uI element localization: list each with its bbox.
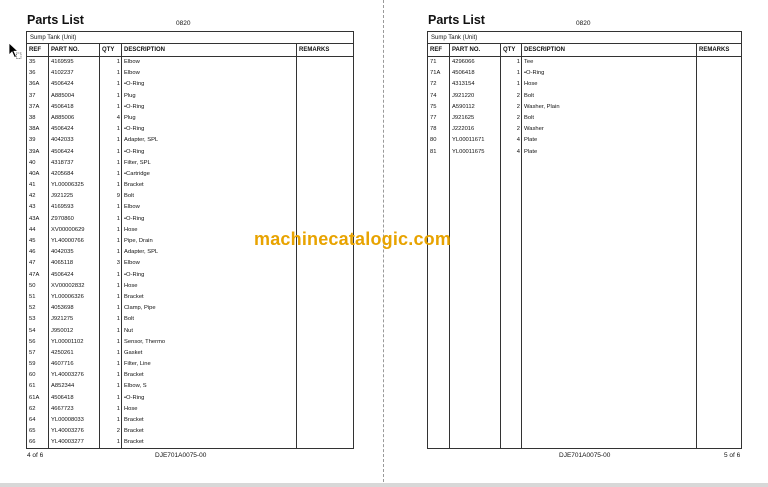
- table-row: [27, 258, 353, 269]
- ref-cell: 39: [29, 137, 36, 144]
- part-no-cell: J921225: [51, 193, 74, 200]
- remarks-cell: [297, 102, 353, 113]
- part-no-cell: YL40003277: [51, 439, 84, 446]
- table-row: [27, 57, 353, 68]
- part-no-cell: 4250261: [51, 349, 74, 356]
- part-no-cell: 4313154: [452, 81, 475, 88]
- description-cell: Filter, Line: [124, 361, 151, 368]
- qty-cell: 4: [516, 148, 520, 155]
- description-cell: Bracket: [124, 428, 144, 435]
- part-no-cell: YL40000766: [51, 238, 84, 244]
- remarks-cell: [297, 113, 353, 124]
- description-cell: Clamp, Pipe: [124, 305, 156, 312]
- part-no-cell: J222016: [452, 126, 475, 133]
- header-description: DESCRIPTION: [122, 44, 297, 56]
- table-row: [27, 135, 353, 146]
- qty-cell: 9: [116, 193, 120, 200]
- part-no-cell: 4042033: [51, 137, 74, 144]
- part-no-cell: 4506418: [51, 394, 74, 401]
- description-cell: Hose: [124, 405, 138, 412]
- table-row: [27, 79, 353, 90]
- description-cell: Tee: [524, 59, 534, 65]
- qty-cell: 2: [516, 114, 520, 121]
- section-name: Sump Tank (Unit): [27, 32, 353, 44]
- part-no-cell: 4506418: [51, 103, 74, 110]
- ref-cell: 66: [29, 439, 36, 446]
- ref-cell: 71: [430, 59, 437, 65]
- ref-cell: 57: [29, 349, 36, 356]
- qty-cell: 1: [116, 349, 120, 356]
- table-header: [428, 44, 741, 57]
- qty-cell: 1: [116, 126, 120, 133]
- remarks-cell: [297, 57, 353, 68]
- table-row: [27, 191, 353, 202]
- table-row: [27, 404, 353, 415]
- scroll-area-edge: [0, 483, 768, 487]
- part-no-cell: A885004: [51, 92, 75, 99]
- table-row: [27, 337, 353, 348]
- part-no-cell: YL40003276: [51, 372, 84, 379]
- description-cell: Adapter, SPL: [124, 137, 159, 144]
- header-description: DESCRIPTION: [522, 44, 697, 56]
- ref-cell: 54: [29, 327, 36, 334]
- qty-cell: 1: [116, 81, 120, 88]
- part-no-cell: XV00002832: [51, 282, 85, 289]
- description-cell: Bolt: [124, 193, 134, 200]
- document-code: DJE701A0075-00: [559, 452, 611, 459]
- part-no-cell: YL00011671: [452, 137, 485, 144]
- table-row: [27, 381, 353, 392]
- remarks-cell: [297, 169, 353, 180]
- page-code: 0820: [576, 20, 591, 27]
- ref-cell: 56: [29, 338, 36, 345]
- remarks-cell: [297, 359, 353, 370]
- ref-cell: 40A: [29, 170, 40, 177]
- description-cell: •O-Ring: [124, 148, 145, 155]
- qty-cell: 1: [116, 417, 120, 423]
- qty-cell: 1: [116, 249, 120, 256]
- remarks-cell: [297, 337, 353, 348]
- remarks-cell: [297, 202, 353, 213]
- part-no-cell: 4506424: [51, 148, 74, 155]
- part-no-cell: J921220: [452, 92, 475, 99]
- remarks-cell: [697, 135, 741, 146]
- part-no-cell: YL00006325: [51, 182, 84, 189]
- qty-cell: 1: [116, 327, 120, 334]
- description-cell: •O-Ring: [124, 394, 145, 401]
- qty-cell: 2: [516, 126, 520, 133]
- table-row: [27, 370, 353, 381]
- part-no-cell: 4296066: [452, 59, 475, 65]
- header-qty: QTY: [100, 44, 122, 56]
- description-cell: Gasket: [124, 349, 143, 356]
- remarks-cell: [297, 79, 353, 90]
- remarks-cell: [297, 348, 353, 359]
- ref-cell: 38: [29, 114, 36, 121]
- description-cell: Adapter, SPL: [124, 249, 159, 256]
- description-cell: •O-Ring: [124, 81, 145, 88]
- table-rows: [27, 57, 353, 449]
- description-cell: Nut: [124, 327, 134, 334]
- remarks-cell: [297, 314, 353, 325]
- ref-cell: 36A: [29, 81, 40, 88]
- description-cell: Bracket: [124, 293, 144, 300]
- remarks-cell: [297, 68, 353, 79]
- part-no-cell: Z970860: [51, 215, 74, 222]
- part-no-cell: YL00006326: [51, 293, 84, 300]
- header-qty: QTY: [501, 44, 522, 56]
- description-cell: Plate: [524, 148, 538, 155]
- table-row: [428, 79, 741, 90]
- table-row: [27, 202, 353, 213]
- part-no-cell: 4607716: [51, 361, 74, 368]
- ref-cell: 43A: [29, 215, 40, 222]
- description-cell: Bracket: [124, 439, 144, 446]
- remarks-cell: [697, 113, 741, 124]
- qty-cell: 1: [516, 59, 520, 65]
- remarks-cell: [697, 147, 741, 158]
- qty-cell: 1: [116, 226, 120, 233]
- ref-cell: 45: [29, 238, 36, 244]
- ref-cell: 77: [430, 114, 437, 121]
- remarks-cell: [297, 415, 353, 426]
- part-no-cell: 4506418: [452, 70, 475, 77]
- watermark: machinecatalogic.com: [254, 229, 452, 249]
- ref-cell: 47A: [29, 271, 40, 278]
- table-body: [428, 57, 741, 448]
- ref-cell: 36: [29, 70, 36, 77]
- qty-cell: 1: [116, 204, 120, 211]
- table-row: [27, 180, 353, 191]
- page-number: 5 of 6: [724, 452, 741, 459]
- table-row: [428, 68, 741, 79]
- ref-cell: 78: [430, 126, 437, 133]
- part-no-cell: 4506424: [51, 81, 74, 88]
- part-no-cell: 4667723: [51, 405, 74, 412]
- qty-cell: 1: [516, 81, 520, 88]
- ref-cell: 37A: [29, 103, 40, 110]
- part-no-cell: J950012: [51, 327, 74, 334]
- remarks-cell: [697, 102, 741, 113]
- remarks-cell: [297, 381, 353, 392]
- qty-cell: 1: [116, 238, 120, 244]
- table-row: [27, 124, 353, 135]
- table-row: [428, 124, 741, 135]
- ref-cell: 35: [29, 59, 36, 65]
- table-header: [27, 44, 353, 57]
- part-no-cell: 4102237: [51, 70, 74, 77]
- remarks-cell: [297, 370, 353, 381]
- qty-cell: 1: [116, 170, 120, 177]
- part-no-cell: J921275: [51, 316, 74, 323]
- ref-cell: 65: [29, 428, 36, 435]
- description-cell: Pipe, Drain: [124, 238, 153, 244]
- remarks-cell: [297, 426, 353, 437]
- remarks-cell: [697, 68, 741, 79]
- table-row: [27, 348, 353, 359]
- qty-cell: 3: [116, 260, 120, 267]
- qty-cell: 1: [116, 293, 120, 300]
- part-no-cell: A885006: [51, 114, 75, 121]
- part-no-cell: XV00000629: [51, 226, 85, 233]
- table-body: [27, 57, 353, 448]
- qty-cell: 1: [116, 405, 120, 412]
- ref-cell: 74: [430, 92, 437, 99]
- table-row: [27, 68, 353, 79]
- qty-cell: 1: [116, 70, 120, 77]
- page-number: 4 of 6: [27, 452, 44, 459]
- qty-cell: 1: [116, 361, 120, 368]
- table-row: [27, 303, 353, 314]
- part-no-cell: 4506424: [51, 126, 74, 133]
- ref-cell: 39A: [29, 148, 40, 155]
- part-no-cell: 4169595: [51, 59, 74, 65]
- remarks-cell: [297, 292, 353, 303]
- description-cell: Sensor, Thermo: [124, 338, 166, 345]
- description-cell: Bolt: [524, 92, 534, 99]
- description-cell: •Cartridge: [124, 170, 150, 177]
- description-cell: •O-Ring: [124, 271, 145, 278]
- description-cell: Bracket: [124, 417, 144, 423]
- description-cell: •O-Ring: [524, 70, 545, 77]
- table-row: [428, 135, 741, 146]
- parts-table: [427, 31, 742, 449]
- table-row: [428, 147, 741, 158]
- remarks-cell: [297, 437, 353, 448]
- qty-cell: 1: [116, 394, 120, 401]
- description-cell: Plate: [524, 137, 538, 144]
- qty-cell: 1: [116, 103, 120, 110]
- part-no-cell: 4506424: [51, 271, 74, 278]
- description-cell: Filter, SPL: [124, 159, 151, 166]
- table-row: [27, 158, 353, 169]
- qty-cell: 1: [116, 439, 120, 446]
- remarks-cell: [297, 147, 353, 158]
- description-cell: Elbow: [124, 59, 140, 65]
- qty-cell: 1: [116, 182, 120, 189]
- description-cell: Elbow: [124, 260, 140, 267]
- qty-cell: 1: [116, 316, 120, 323]
- description-cell: Bolt: [124, 316, 134, 323]
- ref-cell: 51: [29, 293, 36, 300]
- table-row: [27, 270, 353, 281]
- table-row: [27, 415, 353, 426]
- ref-cell: 40: [29, 159, 36, 166]
- part-no-cell: YL00001102: [51, 338, 84, 345]
- qty-cell: 1: [116, 148, 120, 155]
- ref-cell: 47: [29, 260, 36, 267]
- ref-cell: 52: [29, 305, 36, 312]
- table-row: [27, 169, 353, 180]
- header-ref: REF: [428, 44, 450, 56]
- description-cell: Plug: [124, 92, 136, 99]
- table-row: [27, 292, 353, 303]
- part-no-cell: 4169593: [51, 204, 74, 211]
- remarks-cell: [297, 158, 353, 169]
- header-part-no: PART NO.: [450, 44, 501, 56]
- ref-cell: 75: [430, 103, 437, 110]
- ref-cell: 44: [29, 226, 36, 233]
- table-row: [428, 113, 741, 124]
- table-row: [27, 281, 353, 292]
- table-row: [428, 102, 741, 113]
- part-no-cell: 4318737: [51, 159, 74, 166]
- remarks-cell: [297, 404, 353, 415]
- table-row: [428, 57, 741, 68]
- part-no-cell: A852344: [51, 383, 75, 390]
- remarks-cell: [697, 79, 741, 90]
- description-cell: Elbow: [124, 204, 140, 211]
- part-no-cell: 4205684: [51, 170, 74, 177]
- part-no-cell: YL00011675: [452, 148, 485, 155]
- ref-cell: 41: [29, 182, 36, 189]
- ref-cell: 81: [430, 148, 437, 155]
- description-cell: Hose: [524, 81, 538, 88]
- qty-cell: 1: [116, 372, 120, 379]
- description-cell: •O-Ring: [124, 126, 145, 133]
- qty-cell: 2: [116, 428, 120, 435]
- description-cell: Plug: [124, 114, 136, 121]
- qty-cell: 1: [116, 159, 120, 166]
- ref-cell: 37: [29, 92, 36, 99]
- description-cell: Hose: [124, 226, 138, 233]
- remarks-cell: [697, 57, 741, 68]
- part-no-cell: 4053698: [51, 305, 74, 312]
- remarks-cell: [297, 258, 353, 269]
- page-title: Parts List: [27, 13, 84, 27]
- ref-cell: 72: [430, 81, 437, 88]
- table-row: [27, 102, 353, 113]
- part-no-cell: A590112: [452, 103, 475, 110]
- section-name: Sump Tank (Unit): [428, 32, 741, 44]
- document-code: DJE701A0075-00: [155, 452, 207, 459]
- qty-cell: 4: [116, 114, 120, 121]
- part-no-cell: 4042035: [51, 249, 74, 256]
- remarks-cell: [297, 281, 353, 292]
- ref-cell: 71A: [430, 70, 441, 77]
- qty-cell: 1: [116, 282, 120, 289]
- description-cell: Bracket: [124, 182, 144, 189]
- header-remarks: REMARKS: [699, 47, 730, 53]
- description-cell: •O-Ring: [124, 103, 145, 110]
- ref-cell: 61A: [29, 394, 40, 401]
- page-code: 0820: [176, 20, 191, 27]
- ref-cell: 62: [29, 405, 36, 412]
- description-cell: Bracket: [124, 372, 144, 379]
- table-row: [428, 91, 741, 102]
- table-row: [27, 393, 353, 404]
- pointer-cursor-icon: [8, 42, 22, 60]
- remarks-cell: [297, 326, 353, 337]
- description-cell: Washer: [524, 126, 544, 133]
- ref-cell: 59: [29, 361, 36, 368]
- part-no-cell: 4065118: [51, 260, 74, 267]
- table-row: [27, 437, 353, 448]
- qty-cell: 1: [116, 338, 120, 345]
- table-rows: [428, 57, 741, 158]
- table-row: [27, 314, 353, 325]
- ref-cell: 38A: [29, 126, 40, 133]
- remarks-cell: [697, 124, 741, 135]
- remarks-cell: [297, 214, 353, 225]
- part-no-cell: YL40003276: [51, 428, 84, 435]
- remarks-cell: [297, 91, 353, 102]
- table-row: [27, 91, 353, 102]
- remarks-cell: [297, 135, 353, 146]
- qty-cell: 1: [516, 70, 520, 77]
- remarks-cell: [697, 91, 741, 102]
- table-row: [27, 214, 353, 225]
- page-title: Parts List: [428, 13, 485, 27]
- table-row: [27, 113, 353, 124]
- description-cell: •O-Ring: [124, 215, 145, 222]
- qty-cell: 1: [116, 137, 120, 144]
- remarks-cell: [297, 191, 353, 202]
- header-ref: REF: [27, 44, 49, 56]
- qty-cell: 1: [116, 215, 120, 222]
- qty-cell: 2: [516, 103, 520, 110]
- ref-cell: 80: [430, 137, 437, 144]
- remarks-cell: [297, 270, 353, 281]
- description-cell: Hose: [124, 282, 138, 289]
- ref-cell: 50: [29, 282, 36, 289]
- table-row: [27, 359, 353, 370]
- ref-cell: 61: [29, 383, 36, 390]
- ref-cell: 42: [29, 193, 36, 200]
- description-cell: Washer, Plain: [524, 103, 560, 110]
- qty-cell: 4: [516, 137, 520, 144]
- qty-cell: 2: [516, 92, 520, 99]
- qty-cell: 1: [116, 271, 120, 278]
- description-cell: Bolt: [524, 114, 534, 121]
- qty-cell: 1: [116, 92, 120, 99]
- qty-cell: 1: [116, 59, 120, 65]
- ref-cell: 60: [29, 372, 36, 379]
- table-row: [27, 426, 353, 437]
- table-row: [27, 326, 353, 337]
- remarks-cell: [297, 180, 353, 191]
- part-no-cell: YL00008033: [51, 417, 84, 423]
- ref-cell: 46: [29, 249, 36, 256]
- header-remarks: REMARKS: [299, 47, 330, 53]
- remarks-cell: [297, 124, 353, 135]
- header-part-no: PART NO.: [49, 44, 100, 56]
- qty-cell: 1: [116, 305, 120, 312]
- remarks-cell: [297, 303, 353, 314]
- table-row: [27, 147, 353, 158]
- ref-cell: 53: [29, 316, 36, 323]
- part-no-cell: J921625: [452, 114, 475, 121]
- qty-cell: 1: [116, 383, 120, 390]
- ref-cell: 43: [29, 204, 36, 211]
- description-cell: Elbow: [124, 70, 140, 77]
- remarks-cell: [297, 393, 353, 404]
- ref-cell: 64: [29, 417, 36, 423]
- description-cell: Elbow, S: [124, 383, 147, 390]
